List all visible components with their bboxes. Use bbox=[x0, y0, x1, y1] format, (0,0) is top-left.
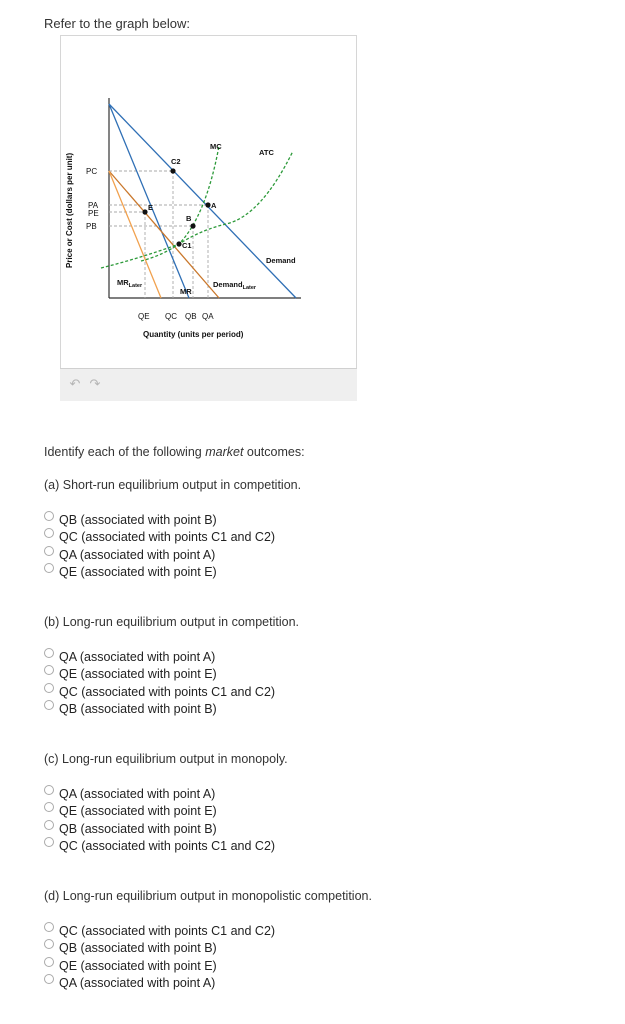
option-label: QB (associated with point B) bbox=[59, 821, 217, 836]
point-e bbox=[142, 209, 147, 214]
option-c-3[interactable] bbox=[44, 820, 217, 837]
option-label: QE (associated with point E) bbox=[59, 803, 217, 818]
option-label: QC (associated with points C1 and C2) bbox=[59, 529, 276, 544]
point-c2 bbox=[170, 168, 175, 173]
option-label: QC (associated with points C1 and C2) bbox=[59, 684, 276, 699]
option-a-2[interactable] bbox=[44, 528, 275, 545]
radio-button[interactable] bbox=[44, 563, 54, 573]
radio-button[interactable] bbox=[44, 802, 54, 812]
label-mr-later: $MR_{Later}$ bbox=[117, 278, 143, 289]
point-b bbox=[190, 223, 195, 228]
undo-icon[interactable]: ↶ bbox=[69, 376, 81, 391]
label-atc: ATC bbox=[259, 148, 274, 157]
label-demand: Demand bbox=[266, 256, 296, 265]
point-c1 bbox=[176, 241, 181, 246]
option-b-1[interactable] bbox=[44, 648, 215, 665]
question-d-text: (d) Long-run equilibrium output in monopolistic competition. bbox=[44, 889, 372, 903]
option-b-2[interactable] bbox=[44, 665, 217, 682]
x-tick-qc: QC bbox=[165, 312, 177, 321]
option-label: QE (associated with point E) bbox=[59, 564, 217, 579]
x-axis-title: Quantity (units per period) bbox=[143, 330, 244, 339]
label-c2: C2 bbox=[171, 157, 181, 166]
radio-button[interactable] bbox=[44, 820, 54, 830]
radio-button[interactable] bbox=[44, 837, 54, 847]
economics-graph bbox=[61, 36, 356, 368]
option-c-4[interactable] bbox=[44, 837, 275, 854]
radio-button[interactable] bbox=[44, 665, 54, 675]
y-tick-pb: PB bbox=[86, 222, 97, 231]
question-c-text: (c) Long-run equilibrium output in monopoly. bbox=[44, 752, 288, 766]
radio-button[interactable] bbox=[44, 922, 54, 932]
radio-button[interactable] bbox=[44, 528, 54, 538]
option-a-3[interactable] bbox=[44, 546, 215, 563]
label-c1: C1 bbox=[182, 241, 192, 250]
option-c-1[interactable] bbox=[44, 785, 215, 802]
graph-toolbar bbox=[60, 368, 357, 401]
label-mr: MR bbox=[180, 287, 192, 296]
radio-button[interactable] bbox=[44, 974, 54, 984]
option-label: QC (associated with points C1 and C2) bbox=[59, 838, 276, 853]
option-label: QC (associated with points C1 and C2) bbox=[59, 923, 276, 938]
graph-panel bbox=[60, 35, 357, 369]
option-d-1[interactable] bbox=[44, 922, 275, 939]
option-d-3[interactable] bbox=[44, 957, 217, 974]
option-label: QA (associated with point A) bbox=[59, 547, 216, 562]
prompt-emphasis: market bbox=[205, 445, 244, 459]
x-tick-qb: QB bbox=[185, 312, 197, 321]
radio-button[interactable] bbox=[44, 700, 54, 710]
redo-icon[interactable]: ↷ bbox=[89, 376, 101, 391]
label-b: B bbox=[186, 214, 192, 223]
prompt-before: Identify each of the following bbox=[44, 445, 206, 459]
question-b-text: (b) Long-run equilibrium output in competition. bbox=[44, 615, 299, 629]
y-tick-pe: PE bbox=[88, 209, 99, 218]
radio-button[interactable] bbox=[44, 648, 54, 658]
label-e: E bbox=[148, 203, 154, 212]
option-d-2[interactable] bbox=[44, 939, 217, 956]
option-label: QE (associated with point E) bbox=[59, 958, 217, 973]
x-tick-qe: QE bbox=[138, 312, 150, 321]
option-b-3[interactable] bbox=[44, 683, 275, 700]
option-label: QA (associated with point A) bbox=[59, 786, 216, 801]
option-label: QA (associated with point A) bbox=[59, 975, 216, 990]
question-a-text: (a) Short-run equilibrium output in competition. bbox=[44, 478, 302, 492]
label-a: A bbox=[211, 201, 217, 210]
radio-button[interactable] bbox=[44, 511, 54, 521]
demand-curve bbox=[109, 104, 296, 298]
point-a bbox=[205, 202, 210, 207]
label-mc: MC bbox=[210, 142, 222, 151]
y-tick-pc: PC bbox=[86, 167, 98, 176]
atc-curve bbox=[101, 151, 293, 268]
y-axis-title: Price or Cost (dollars per unit) bbox=[65, 152, 74, 268]
radio-button[interactable] bbox=[44, 683, 54, 693]
radio-button[interactable] bbox=[44, 957, 54, 967]
option-label: QE (associated with point E) bbox=[59, 666, 217, 681]
option-b-4[interactable] bbox=[44, 700, 217, 717]
option-a-4[interactable] bbox=[44, 563, 217, 580]
prompt-after: outcomes: bbox=[243, 445, 305, 459]
option-label: QB (associated with point B) bbox=[59, 701, 217, 716]
radio-button[interactable] bbox=[44, 939, 54, 949]
option-label: QB (associated with point B) bbox=[59, 512, 217, 527]
option-a-1[interactable] bbox=[44, 511, 217, 528]
option-c-2[interactable] bbox=[44, 802, 217, 819]
option-d-4[interactable] bbox=[44, 974, 215, 991]
y-tick-pa: PA bbox=[88, 201, 99, 210]
option-label: QB (associated with point B) bbox=[59, 940, 217, 955]
option-label: QA (associated with point A) bbox=[59, 649, 216, 664]
radio-button[interactable] bbox=[44, 546, 54, 556]
radio-button[interactable] bbox=[44, 785, 54, 795]
label-demand-later: Demand$_{Later}$ bbox=[213, 280, 257, 291]
prompt-text bbox=[44, 445, 305, 459]
x-tick-qa: QA bbox=[202, 312, 214, 321]
intro-text: Refer to the graph below: bbox=[44, 16, 190, 31]
